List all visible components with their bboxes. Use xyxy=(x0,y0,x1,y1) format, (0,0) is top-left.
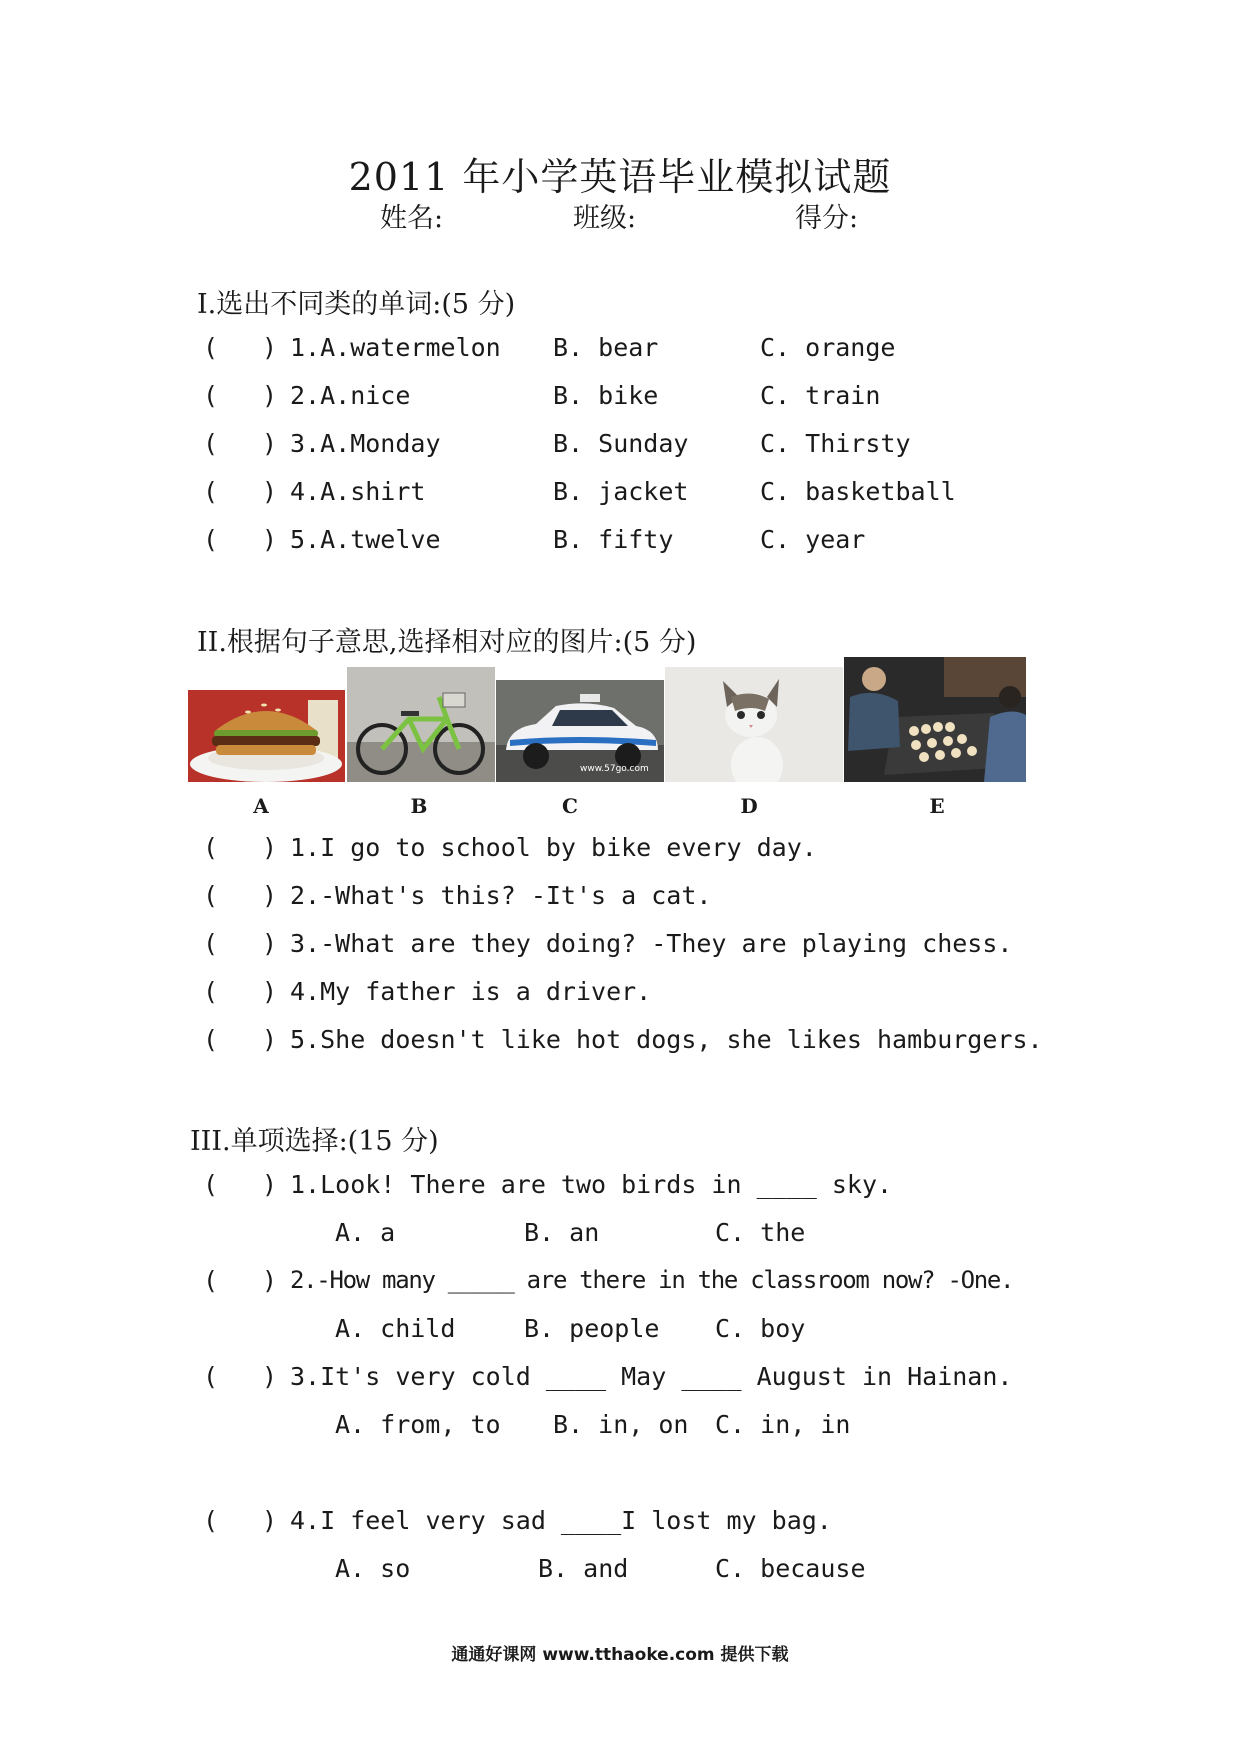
picture-label-b: B xyxy=(410,794,428,818)
section-1-heading: I.选出不同类的单词:(5 分) xyxy=(197,289,516,320)
answer-paren-close: ) xyxy=(262,477,278,506)
option-c: C. basketball xyxy=(760,477,956,506)
answer-paren-close: ) xyxy=(262,525,278,554)
answer-paren-open: ( xyxy=(203,1170,219,1199)
option-c: C. train xyxy=(760,381,881,410)
answer-paren-close: ) xyxy=(262,1362,278,1391)
class-label: 班级: xyxy=(573,203,637,234)
picture-label-c: C xyxy=(562,794,578,818)
question-text: 1.Look! There are two birds in ____ sky. xyxy=(290,1170,893,1199)
answer-paren-open: ( xyxy=(203,381,219,410)
answer-paren-close: ) xyxy=(262,977,278,1006)
picture-label-d: D xyxy=(740,794,758,818)
answer-paren-open: ( xyxy=(203,1266,219,1295)
option-b: B. fifty xyxy=(553,525,674,554)
question-text: 1.I go to school by bike every day. xyxy=(290,833,817,862)
answer-paren-close: ) xyxy=(262,929,278,958)
answer-paren-close: ) xyxy=(262,881,278,910)
chess-picture xyxy=(844,657,1026,782)
answer-paren-open: ( xyxy=(203,881,219,910)
picture-label-e: E xyxy=(929,794,945,818)
answer-paren-open: ( xyxy=(203,1362,219,1391)
answer-paren-open: ( xyxy=(203,477,219,506)
question-text: 3.It's very cold ____ May ____ August in Hainan. xyxy=(290,1362,1013,1391)
answer-paren-open: ( xyxy=(203,1506,219,1535)
option-b: B. people xyxy=(524,1314,660,1343)
answer-paren-open: ( xyxy=(203,525,219,554)
answer-paren-open: ( xyxy=(203,929,219,958)
option-b: B. bear xyxy=(553,333,659,362)
option-a: 4.A.shirt xyxy=(290,477,426,506)
cat-picture xyxy=(665,667,843,782)
option-b: B. an xyxy=(524,1218,600,1247)
taxi-picture xyxy=(496,680,664,782)
option-a: A. child xyxy=(335,1314,456,1343)
question-text: 5.She doesn't like hot dogs, she likes hamburgers. xyxy=(290,1025,1043,1054)
option-a: 2.A.nice xyxy=(290,381,411,410)
option-b: B. in, on xyxy=(553,1410,689,1439)
picture-label-a: A xyxy=(253,794,269,818)
answer-paren-close: ) xyxy=(262,381,278,410)
question-text: 4.My father is a driver. xyxy=(290,977,652,1006)
question-text: 2.-What's this? -It's a cat. xyxy=(290,881,712,910)
option-c: C. Thirsty xyxy=(760,429,911,458)
question-text: 2.-How many _____ are there in the classroom now? -One. xyxy=(290,1266,1014,1294)
answer-paren-open: ( xyxy=(203,833,219,862)
option-a: 3.A.Monday xyxy=(290,429,441,458)
answer-paren-close: ) xyxy=(262,1025,278,1054)
answer-paren-close: ) xyxy=(262,333,278,362)
option-c: C. because xyxy=(715,1554,866,1583)
page-title: 2011 年小学英语毕业模拟试题 xyxy=(348,155,892,199)
bike-picture xyxy=(347,667,495,782)
answer-paren-open: ( xyxy=(203,1025,219,1054)
answer-paren-close: ) xyxy=(262,833,278,862)
section-2-heading: II.根据句子意思,选择相对应的图片:(5 分) xyxy=(197,627,697,658)
answer-paren-close: ) xyxy=(262,1170,278,1199)
option-c: C. year xyxy=(760,525,866,554)
option-b: B. bike xyxy=(553,381,659,410)
option-b: B. and xyxy=(538,1554,629,1583)
question-text: 3.-What are they doing? -They are playing chess. xyxy=(290,929,1013,958)
option-c: C. orange xyxy=(760,333,896,362)
answer-paren-open: ( xyxy=(203,429,219,458)
option-a: 1.A.watermelon xyxy=(290,333,501,362)
name-label: 姓名: xyxy=(380,203,444,234)
option-a: A. from, to xyxy=(335,1410,501,1439)
option-b: B. jacket xyxy=(553,477,689,506)
answer-paren-close: ) xyxy=(262,429,278,458)
section-3-heading: III.单项选择:(15 分) xyxy=(190,1126,439,1157)
question-text: 4.I feel very sad ____I lost my bag. xyxy=(290,1506,832,1535)
answer-paren-open: ( xyxy=(203,333,219,362)
answer-paren-open: ( xyxy=(203,977,219,1006)
option-a: A. a xyxy=(335,1218,396,1247)
option-c: C. boy xyxy=(715,1314,806,1343)
hamburger-picture xyxy=(188,690,345,782)
option-c: C. the xyxy=(715,1218,806,1247)
answer-paren-close: ) xyxy=(262,1266,278,1295)
answer-paren-close: ) xyxy=(262,1506,278,1535)
option-b: B. Sunday xyxy=(553,429,689,458)
score-label: 得分: xyxy=(795,203,859,234)
option-c: C. in, in xyxy=(715,1410,851,1439)
option-a: A. so xyxy=(335,1554,411,1583)
option-a: 5.A.twelve xyxy=(290,525,441,554)
taxi-watermark: www.57go.com xyxy=(580,764,649,774)
footer-credit: 通通好课网 www.tthaoke.com 提供下载 xyxy=(451,1645,789,1665)
